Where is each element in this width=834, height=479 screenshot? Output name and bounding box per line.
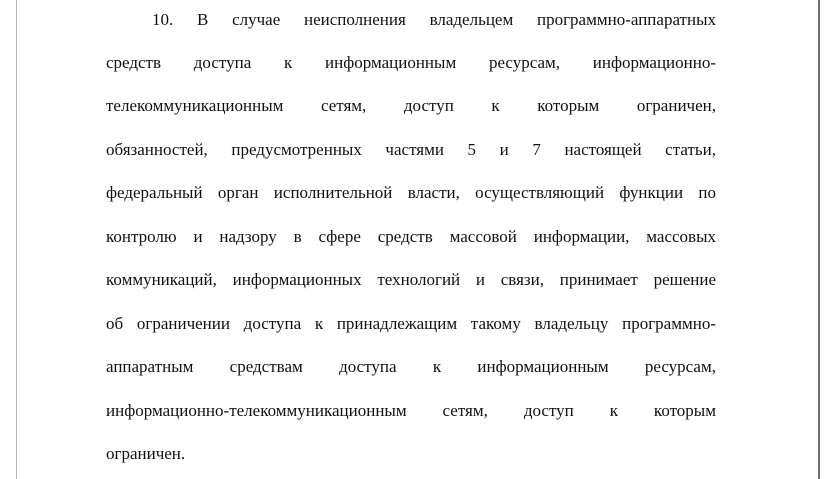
page-left-edge bbox=[16, 0, 17, 479]
paragraph-line: 10. В случае неисполнения владельцем программно-аппаратных bbox=[152, 10, 716, 29]
paragraph-line: контролю и надзору в сфере средств массовой информации, массовых bbox=[106, 227, 716, 246]
paragraph-line: коммуникаций, информационных технологий и связи, принимает решение bbox=[106, 270, 716, 289]
page-right-edge bbox=[818, 0, 820, 479]
paragraph-line: обязанностей, предусмотренных частями 5 и 7 настоящей статьи, bbox=[106, 140, 716, 159]
paragraph-line: ограничен. bbox=[106, 444, 186, 463]
paragraph-line: средств доступа к информационным ресурсам, информационно- bbox=[106, 53, 716, 72]
paragraph-line: информационно-телекоммуникационным сетям, доступ к которым bbox=[106, 401, 716, 420]
paragraph-line: телекоммуникационным сетям, доступ к которым ограничен, bbox=[106, 96, 716, 115]
paragraph-line: федеральный орган исполнительной власти, осуществляющий функции по bbox=[106, 183, 716, 202]
paragraph-line: аппаратным средствам доступа к информационным ресурсам, bbox=[106, 357, 716, 376]
paragraph-line: об ограничении доступа к принадлежащим такому владельцу программно- bbox=[106, 314, 716, 333]
